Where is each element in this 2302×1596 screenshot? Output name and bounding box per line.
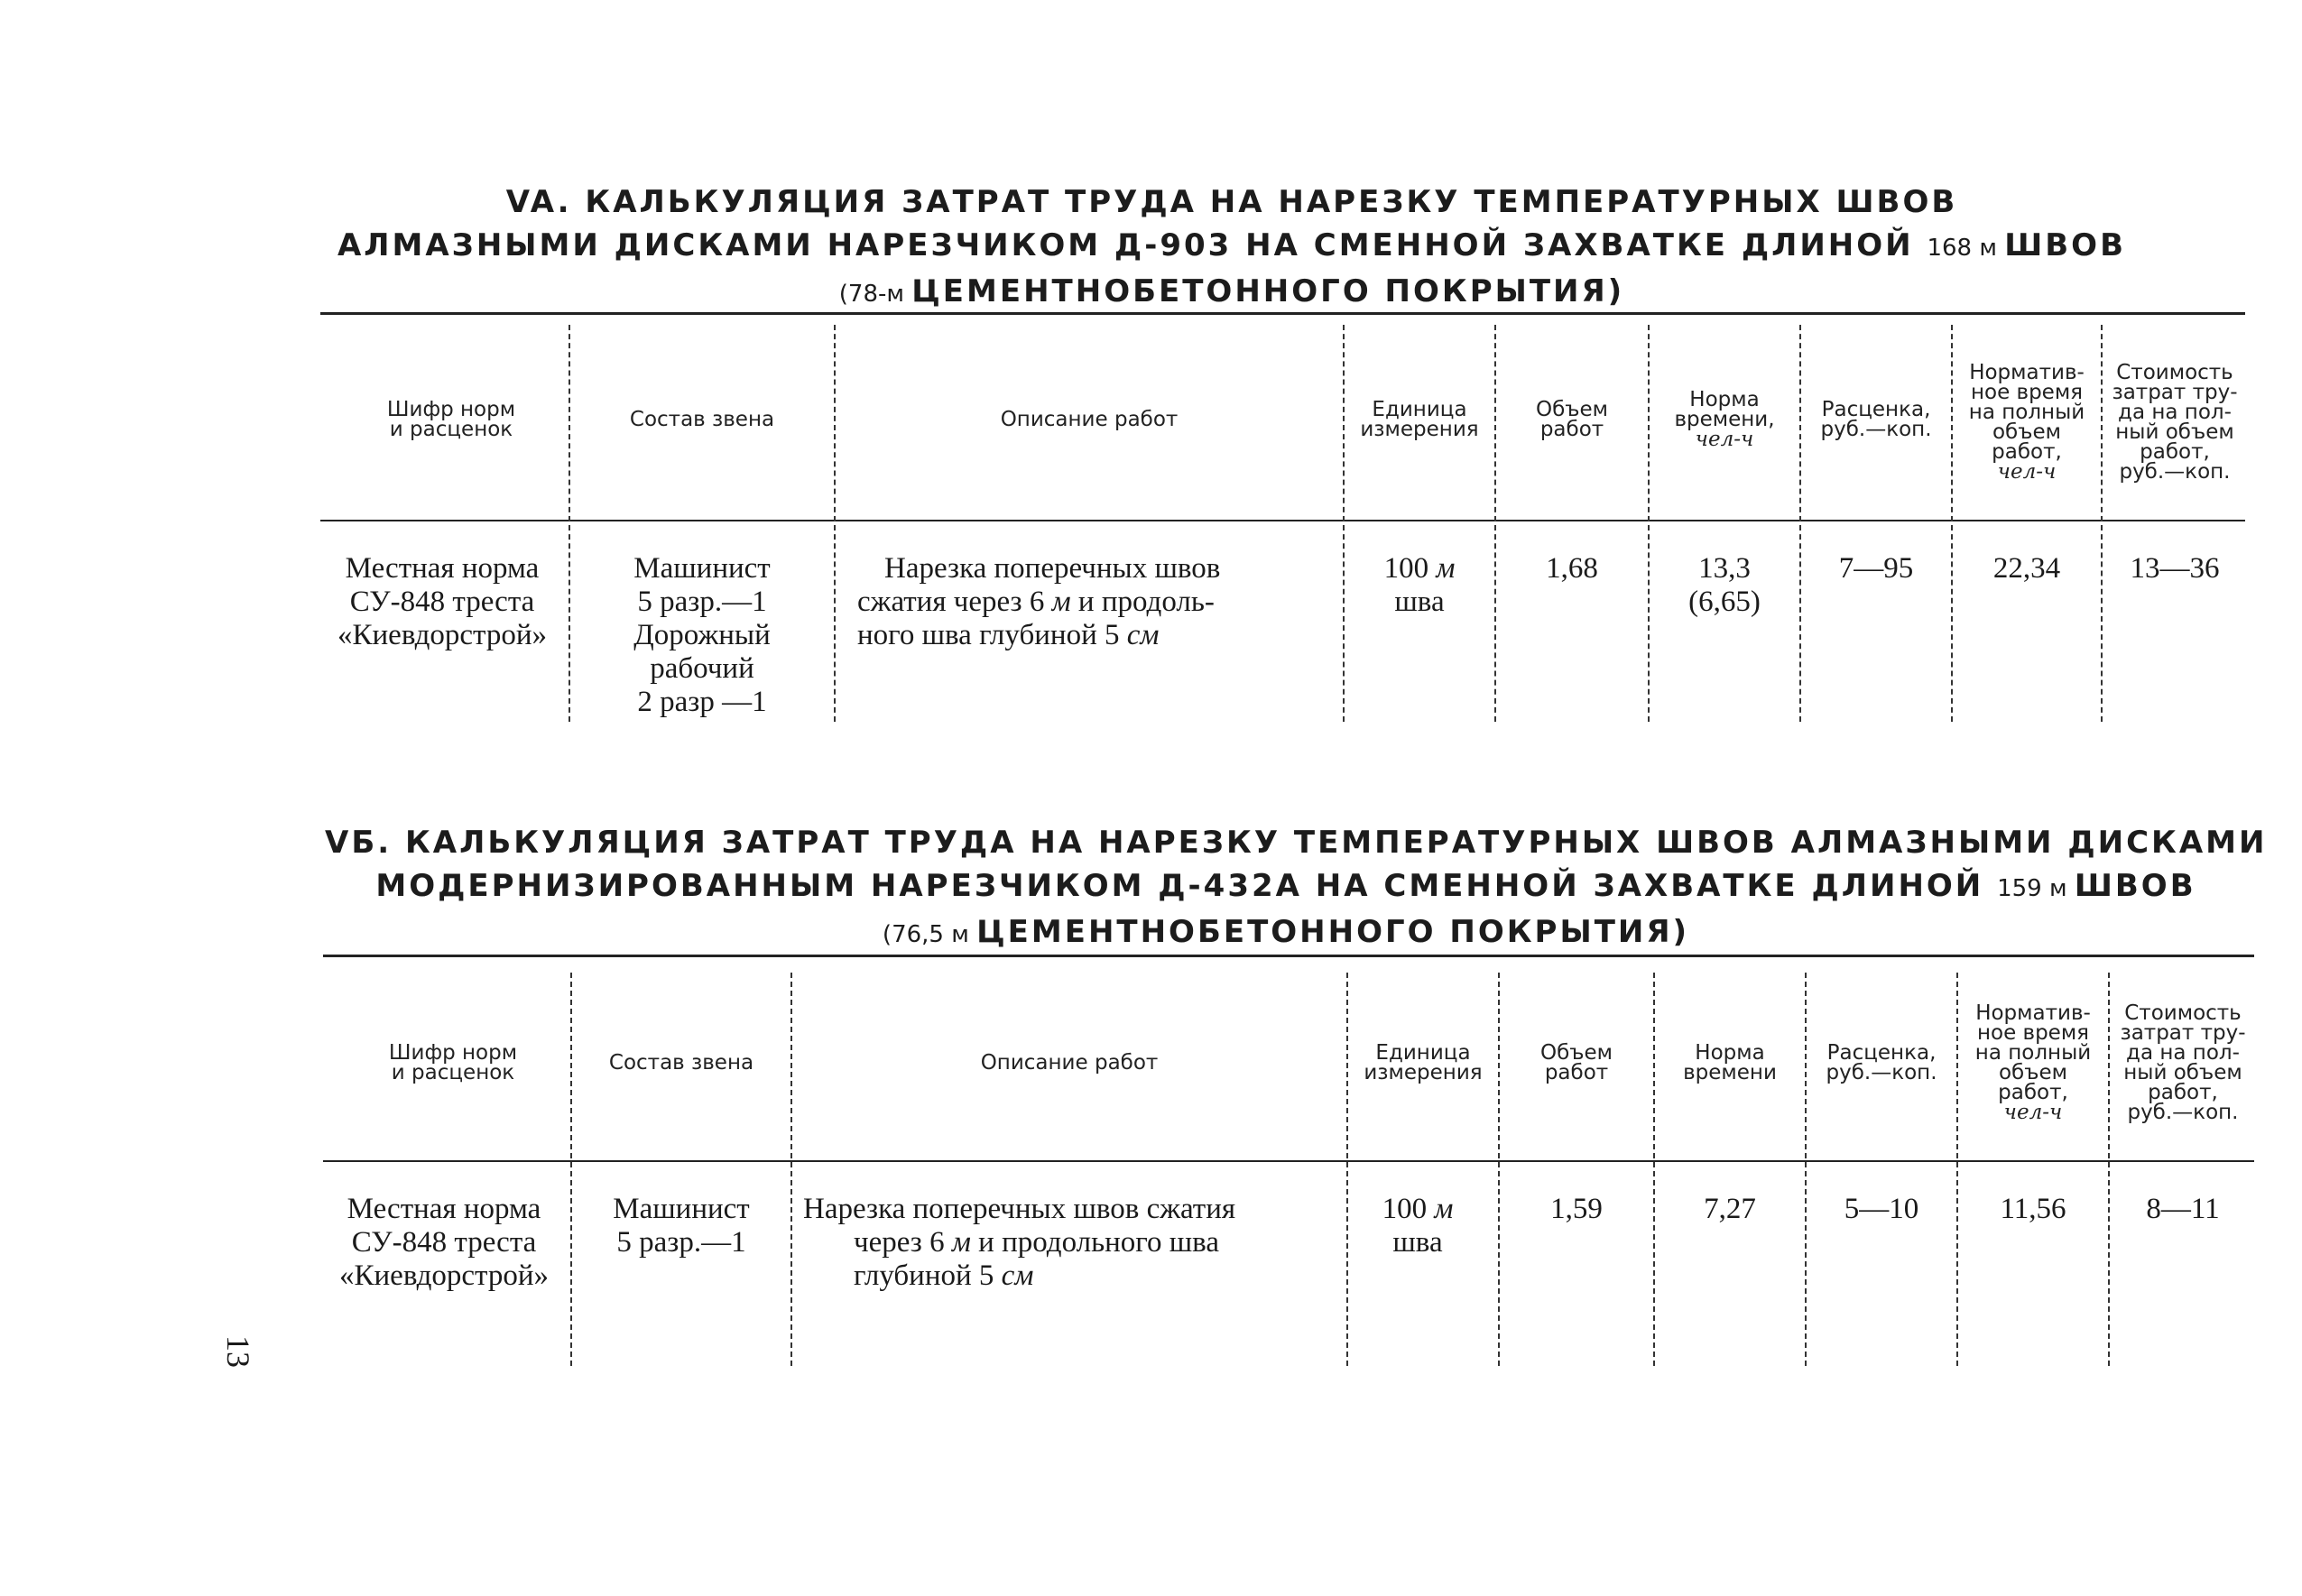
header-crew: Состав звена [608, 1050, 754, 1075]
header-volume: Объем работ [1539, 1040, 1613, 1084]
row-unit: 100 м шва [1383, 552, 1456, 618]
header-description: Описание работ [1000, 408, 1179, 431]
column-divider [1498, 973, 1500, 1366]
header-volume: Объем работ [1535, 398, 1609, 441]
header-description: Описание работ [980, 1050, 1159, 1075]
section-a-title [320, 180, 2143, 316]
column-divider [1951, 325, 1953, 722]
row-volume: 1,68 [1546, 552, 1598, 585]
section-b-title-line2: МОДЕРНИЗИРОВАННЫМ НАРЕЗЧИКОМ Д-432А НА СМЕННОЙ ЗАХВАТКЕ ДЛИНОЙ 159 м ШВОВ [375, 868, 2196, 904]
section-b-title-line1: VБ. КАЛЬКУЛЯЦИЯ ЗАТРАТ ТРУДА НА НАРЕЗКУ ТЕМПЕРАТУРНЫХ ШВОВ АЛМАЗНЫМИ ДИСКАМИ [325, 825, 2268, 861]
header-unit: Единица измерения [1360, 398, 1479, 441]
table-top-rule [323, 955, 2254, 957]
section-a-title-line3: (78-м ЦЕМЕНТНОБЕТОННОГО ПОКРЫТИЯ) [838, 273, 1625, 309]
section-b-title-line3: (76,5 м ЦЕМЕНТНОБЕТОННОГО ПОКРЫТИЯ) [882, 914, 1690, 950]
column-divider [2108, 973, 2110, 1366]
section-a-title-line2: АЛМАЗНЫМИ ДИСКАМИ НАРЕЗЧИКОМ Д-903 НА СМЕННОЙ ЗАХВАТКЕ ДЛИНОЙ 168 м ШВОВ [337, 227, 2126, 263]
row-unit: 100 м шва [1382, 1193, 1454, 1259]
header-unit: Единица измерения [1364, 1040, 1483, 1084]
column-divider [1343, 325, 1345, 722]
row-cost: 13—36 [2130, 552, 2220, 585]
header-code: Шифр норм и расценок [386, 398, 516, 441]
header-cost: Стоимость затрат тру- да на пол- ный объем работ, руб.—коп. [2112, 360, 2238, 484]
header-bottom-rule [323, 1160, 2254, 1162]
header-bottom-rule [320, 520, 2245, 521]
row-cost: 8—11 [2146, 1193, 2220, 1225]
column-divider [1805, 973, 1807, 1366]
row-code: Местная норма СУ-848 треста «Киевдорстрой» [339, 1193, 549, 1292]
column-divider [834, 325, 836, 722]
header-norm-total: Норматив- ное время на полный объем работ, чел-ч [1974, 1001, 2092, 1124]
header-code: Шифр норм и расценок [388, 1040, 518, 1084]
row-description: Нарезка поперечных швов сжатия через 6 м и продольного шва глубиной 5 см [803, 1193, 1236, 1292]
row-norm: 13,3 (6,65) [1688, 552, 1761, 618]
row-norm-total: 22,34 [1992, 552, 2061, 585]
row-norm-total: 11,56 [2000, 1193, 2066, 1225]
header-rate: Расценка, руб.—коп. [1826, 1040, 1937, 1084]
row-crew: Машинист 5 разр.—1 [613, 1193, 750, 1259]
column-divider [790, 973, 792, 1366]
section-b-title [325, 821, 2268, 956]
header-rate: Расценка, руб.—коп. [1820, 398, 1932, 441]
column-divider [570, 973, 572, 1366]
row-rate: 7—95 [1838, 552, 1914, 585]
section-a-title-line1: VA. КАЛЬКУЛЯЦИЯ ЗАТРАТ ТРУДА НА НАРЕЗКУ ТЕМПЕРАТУРНЫХ ШВОВ [505, 184, 1958, 220]
header-crew: Состав звена [629, 408, 775, 431]
column-divider [1799, 325, 1801, 722]
page-number: 13 [220, 1335, 256, 1368]
row-description: Нарезка поперечных швов сжатия через 6 м и продоль- ного шва глубиной 5 см [857, 552, 1221, 651]
header-norm: Норма времени [1683, 1040, 1777, 1084]
column-divider [1346, 973, 1348, 1366]
header-norm-total: Норматив- ное время на полный объем работ, чел-ч [1968, 360, 2085, 484]
column-divider [569, 325, 570, 722]
header-norm: Норма времени, чел-ч [1674, 388, 1775, 451]
column-divider [1956, 973, 1958, 1366]
row-crew: Машинист 5 разр.—1 Дорожный рабочий 2 разр —1 [633, 552, 771, 718]
column-divider [1653, 973, 1655, 1366]
column-divider [1648, 325, 1650, 722]
column-divider [2101, 325, 2103, 722]
header-cost: Стоимость затрат тру- да на пол- ный объем работ, руб.—коп. [2120, 1001, 2246, 1124]
row-code: Местная норма СУ-848 треста «Киевдорстрой» [337, 552, 547, 651]
column-divider [1494, 325, 1496, 722]
row-volume: 1,59 [1550, 1193, 1603, 1225]
row-norm: 7,27 [1704, 1193, 1756, 1225]
table-top-rule [320, 312, 2245, 315]
row-rate: 5—10 [1844, 1193, 1919, 1225]
